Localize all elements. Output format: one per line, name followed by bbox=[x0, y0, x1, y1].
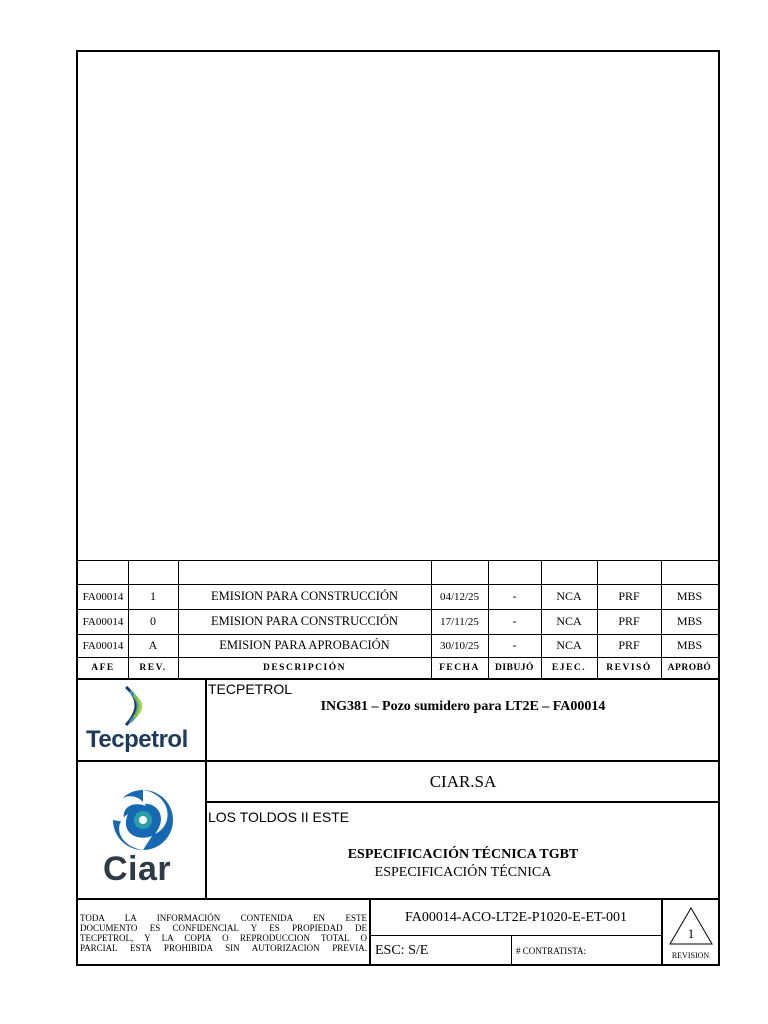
site-name: LOS TOLDOS II ESTE bbox=[208, 809, 350, 825]
ciar-swirl-icon bbox=[80, 784, 204, 854]
confidentiality-notice-line: DOCUMENTO ES CONFIDENCIAL Y ES PROPIEDAD DE bbox=[80, 923, 367, 933]
column-header-date: FECHA bbox=[439, 662, 480, 673]
contractor-name: CIAR.SA bbox=[429, 771, 497, 791]
column-header-drawn: DIBUJÓ bbox=[495, 662, 534, 673]
document-title: ESPECIFICACIÓN TÉCNICA TGBT bbox=[347, 847, 579, 862]
confidentiality-notice-line: TECPETROL, Y LA COPIA O REPRODUCCION TOTAL O bbox=[80, 933, 367, 943]
ciar-logo bbox=[80, 764, 204, 896]
table-cell-reviewed: PRF bbox=[618, 614, 640, 628]
column-header-executed: EJEC. bbox=[551, 662, 587, 673]
table-cell-afe: FA00014 bbox=[82, 615, 124, 628]
column-header-reviewed: REVISÓ bbox=[606, 662, 652, 673]
tecpetrol-logo bbox=[80, 682, 204, 758]
column-header-approved: APROBÓ bbox=[667, 662, 712, 673]
table-cell-rev: A bbox=[148, 638, 158, 652]
column-header-afe: AFE bbox=[91, 662, 115, 673]
document-type: ESPECIFICACIÓN TÉCNICA bbox=[374, 865, 552, 880]
column-header-rev: REV. bbox=[139, 662, 167, 673]
table-cell-description: EMISION PARA APROBACIÓN bbox=[219, 638, 390, 652]
table-cell-afe: FA00014 bbox=[82, 639, 124, 652]
table-cell-approved: MBS bbox=[676, 589, 703, 603]
confidentiality-notice bbox=[80, 913, 367, 953]
table-cell-afe: FA00014 bbox=[82, 590, 124, 603]
scale-label: ESC: S/E bbox=[375, 943, 429, 958]
table-cell-rev: 1 bbox=[150, 589, 156, 603]
table-cell-date: 17/11/25 bbox=[440, 615, 479, 628]
client-name: TECPETROL bbox=[208, 681, 293, 697]
table-cell-executed: NCA bbox=[556, 638, 582, 652]
table-cell-reviewed: PRF bbox=[618, 589, 640, 603]
table-cell-rev: 0 bbox=[150, 614, 156, 628]
revision-number: 1 bbox=[687, 926, 695, 941]
confidentiality-notice-line: PARCIAL ESTA PROHIBIDA SIN AUTORIZACION PREVIA. bbox=[80, 943, 367, 953]
column-header-description: DESCRIPCIÓN bbox=[262, 662, 346, 673]
confidentiality-notice-line: TODA LA INFORMACIÓN CONTENIDA EN ESTE bbox=[80, 913, 367, 923]
table-cell-approved: MBS bbox=[676, 614, 703, 628]
tecpetrol-arcs-icon bbox=[80, 682, 204, 732]
table-cell-description: EMISION PARA CONSTRUCCIÓN bbox=[210, 589, 399, 603]
project-title: ING381 – Pozo sumidero para LT2E – FA00014 bbox=[320, 699, 606, 714]
table-cell-drawn: - bbox=[512, 638, 517, 652]
table-cell-executed: NCA bbox=[556, 614, 582, 628]
revision-label: REVISION bbox=[671, 951, 710, 960]
table-cell-drawn: - bbox=[512, 589, 517, 603]
table-cell-description: EMISION PARA CONSTRUCCIÓN bbox=[210, 614, 399, 628]
contractor-number-label: # CONTRATISTA: bbox=[516, 946, 587, 956]
drawing-sheet bbox=[76, 50, 720, 966]
table-cell-drawn: - bbox=[512, 614, 517, 628]
ciar-logo-text: Ciar bbox=[103, 850, 172, 888]
table-cell-reviewed: PRF bbox=[618, 638, 640, 652]
table-cell-date: 30/10/25 bbox=[439, 639, 480, 652]
tecpetrol-logo-text: Tecpetrol bbox=[86, 726, 188, 753]
document-number: FA00014-ACO-LT2E-P1020-E-ET-001 bbox=[405, 909, 627, 925]
table-cell-date: 04/12/25 bbox=[439, 590, 480, 603]
table-cell-approved: MBS bbox=[676, 638, 703, 652]
table-cell-executed: NCA bbox=[556, 589, 582, 603]
